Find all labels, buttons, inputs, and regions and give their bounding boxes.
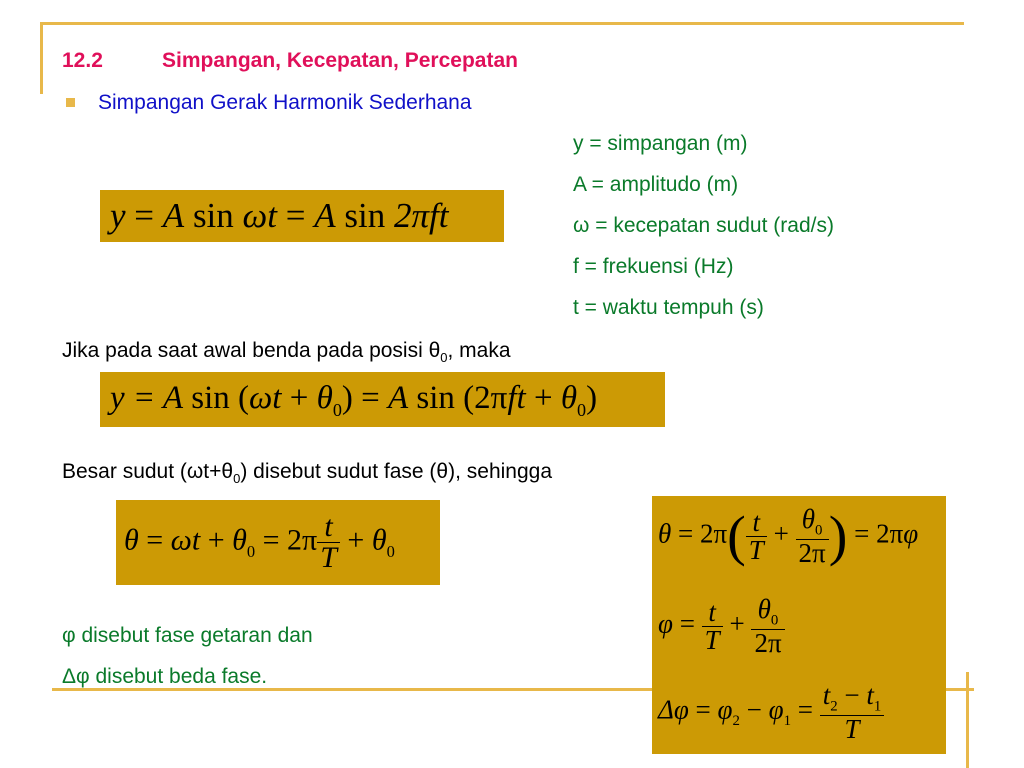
definition-t: t = waktu tempuh (s) — [573, 296, 764, 319]
phase-angle-text: Besar sudut $(\omega t+\theta_0)$ disebut sudut fase (θ), sehingga — [62, 460, 553, 486]
right-rule — [966, 672, 969, 768]
equation-6: $\Delta\varphi = \varphi_2 - \varphi_1$ = $\frac{t_2 - t_1}{T}$ — [658, 682, 884, 743]
top-rule — [40, 22, 964, 25]
section-number: 12.2 — [62, 49, 103, 72]
section-title: Simpangan, Kecepatan, Percepatan — [162, 49, 518, 72]
phase-difference-text: Δφ disebut beda fase. — [62, 665, 268, 688]
left-rule — [40, 22, 43, 94]
initial-position-text: Jika pada saat awal benda pada posisi $\theta_0$, maka — [62, 339, 511, 365]
equation-box-2 — [100, 372, 665, 427]
equation-4: θ = 2π( $\frac{t}{T}$ + $\frac{\theta_0}{2\pi}$ ) = 2πφ — [658, 504, 919, 568]
definition-f: f = frekuensi (Hz) — [573, 255, 734, 278]
equation-box-1 — [100, 190, 504, 242]
equation-box-3 — [116, 500, 440, 585]
equation-box-right — [652, 496, 946, 754]
bullet-icon — [66, 98, 75, 107]
equation-3: $\theta = \omega t + \theta_0 = 2\pi$ $\frac{t}{T}$ + $\theta_0$ — [124, 510, 395, 574]
bullet-title: Simpangan Gerak Harmonik Sederhana — [98, 91, 472, 114]
definition-A: A = amplitudo (m) — [573, 173, 739, 196]
phase-definition-text: φ disebut fase getaran dan — [62, 624, 313, 647]
equation-1: y = A sin ωt = A sin 2πft — [110, 196, 449, 235]
definition-y: y = simpangan (m) — [573, 132, 748, 155]
equation-5: φ = $\frac{t}{T}$ + $\frac{\theta_0}{2\pi}$ — [658, 596, 785, 657]
definition-omega: ω = kecepatan sudut (rad/s) — [573, 214, 834, 237]
equation-2: y = A $\sin (\omega t + \theta_0) = A$ $\sin (2\pi ft + \theta_0)$ — [110, 380, 598, 421]
